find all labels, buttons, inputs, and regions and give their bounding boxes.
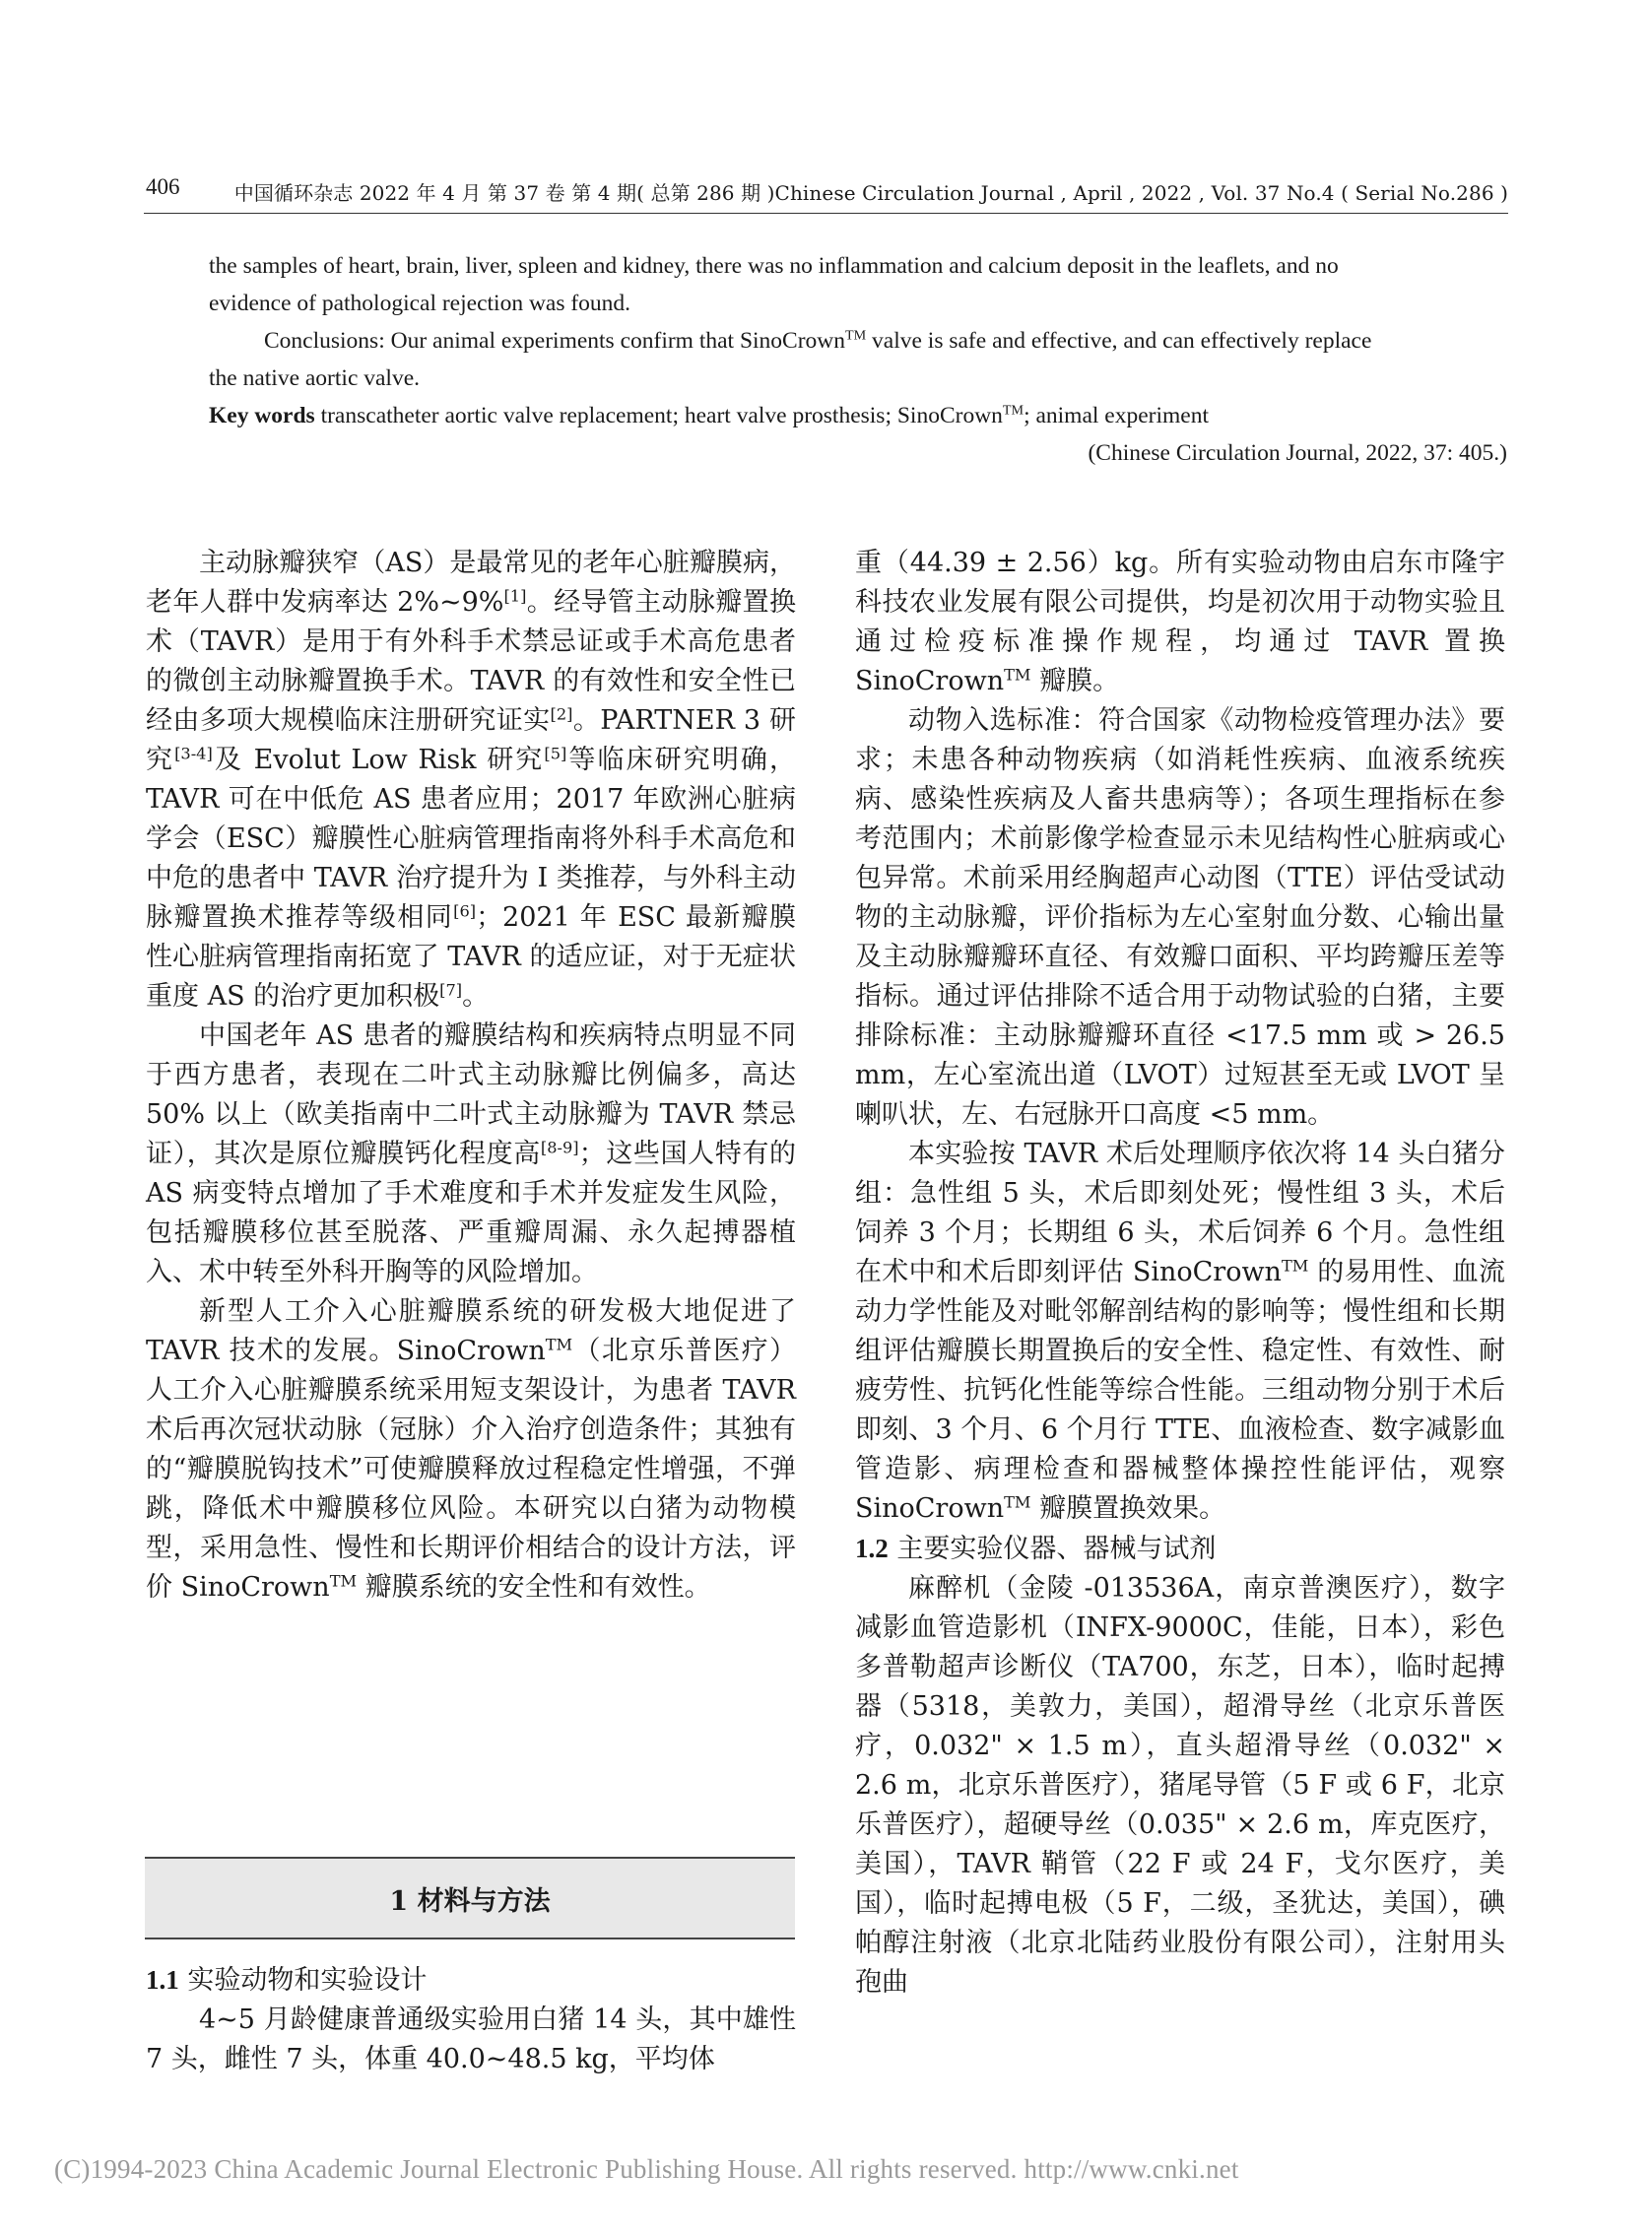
citation: (Chinese Circulation Journal, 2022, 37: 405.) <box>1088 440 1507 466</box>
left-column <box>146 544 796 1608</box>
running-header: 中国循环杂志 2022 年 4 月 第 37 卷 第 4 期( 总第 286 期 )Chinese Circulation Journal , April , 2022 , Vol. 37 No.4 ( Serial No.286 ) <box>233 181 1508 205</box>
paragraph: 麻醉机（金陵 -013536A，南京普澳医疗），数字减影血管造影机（INFX-9000C，佳能，日本），彩色多普勒超声诊断仪（TA700，东芝，日本），临时起搏器（5318，美敦力，美国），超滑导丝（北京乐普医疗，0.032" × 1.5 m），直头超滑导丝（0.032" × 2.6 m，北京乐普医疗），猪尾导管（5 F 或 6 F，北京乐普医疗），超硬导丝（0.035" × 2.6 m，库克医疗，美国），TAVR 鞘管（22 F 或 24 F，戈尔医疗，美国），临时起搏电极（5 F，二级，圣犹达，美国），碘帕醇注射液（北京北陆药业股份有限公司），注射用头孢曲 <box>855 1573 1505 1998</box>
abstract-line: evidence of pathological rejection was found. <box>209 291 631 316</box>
section-heading <box>145 1857 795 1939</box>
paragraph: 新型人工介入心脏瓣膜系统的研发极大地促进了 TAVR 技术的发展。SinoCrown™（北京乐普医疗）人工介入心脏瓣膜系统采用短支架设计，为患者 TAVR 术后再次冠状动脉（冠脉）介入治疗创造条件；其独有的“瓣膜脱钩技术”可使瓣膜释放过程稳定性增强，不弹跳，降低术中瓣膜移位风险。本研究以白猪为动物模型，采用急性、慢性和长期评价相结合的设计方法，评价 SinoCrown™ 瓣膜系统的安全性和有效性。 <box>146 1296 797 1603</box>
section-title: 1 材料与方法 <box>389 1885 551 1917</box>
paragraph: 动物入选标准：符合国家《动物检疫管理办法》要求；未患各种动物疾病（如消耗性疾病、血液系统疾病、感染性疾病及人畜共患病等）；各项生理指标在参考范围内；术前影像学检查显示未见结构性心脏病或心包异常。术前采用经胸超声心动图（TTE）评估受试动物的主动脉瓣，评价指标为左心室射血分数、心输出量及主动脉瓣瓣环直径、有效瓣口面积、平均跨瓣压差等指标。通过评估排除不适合用于动物试验的白猪，主要排除标准：主动脉瓣瓣环直径 <17.5 mm 或 > 26.5 mm，左心室流出道（LVOT）过短甚至无或 LVOT 呈喇叭状，左、右冠脉开口高度 <5 mm。 <box>855 705 1505 1130</box>
keywords: Key words transcatheter aortic valve replacement; heart valve prosthesis; SinoCrown™; animal experiment <box>209 402 1209 428</box>
paragraph: 本实验按 TAVR 术后处理顺序依次将 14 头白猪分组：急性组 5 头，术后即刻处死；慢性组 3 头，术后饲养 3 个月；长期组 6 头，术后饲养 6 个月。急性组在术中和术后即刻评估 SinoCrown™ 的易用性、血流动力学性能及对毗邻解剖结构的影响等；慢性组和长期组评估瓣膜长期置换后的安全性、稳定性、有效性、耐疲劳性、抗钙化性能等综合性能。三组动物分别于术后即刻、3 个月、6 个月行 TTE、血液检查、数字减影血管造影、病理检查和器械整体操控性能评估，观察 SinoCrown™ 瓣膜置换效果。 <box>855 1139 1505 1524</box>
page-number: 406 <box>146 174 180 199</box>
left-column-lower <box>146 1960 796 2079</box>
abstract-conclusions: Conclusions: Our animal experiments confirm that SinoCrown™ valve is safe and effective, and can effectively replace <box>264 327 1372 354</box>
paragraph: 中国老年 AS 患者的瓣膜结构和疾病特点明显不同于西方患者，表现在二叶式主动脉瓣比例偏多，高达 50% 以上（欧美指南中二叶式主动脉瓣为 TAVR 禁忌证），其次是原位瓣膜钙化程度高[8-9]；这些国人特有的 AS 病变特点增加了手术难度和手术并发症发生风险，包括瓣膜移位甚至脱落、严重瓣周漏、永久起搏器植入、术中转至外科开胸等的风险增加。 <box>146 1020 796 1287</box>
subsection-heading: 1.1 实验动物和实验设计 <box>146 1965 428 1996</box>
subsection-heading: 1.2 主要实验仪器、器械与试剂 <box>855 1534 1217 1564</box>
header-rule <box>144 213 1508 214</box>
copyright-footer: (C)1994-2023 China Academic Journal Electronic Publishing House. All rights reserved. http://www.cnki.net <box>54 2154 1239 2184</box>
abstract-line: the samples of heart, brain, liver, spleen and kidney, there was no inflammation and calcium deposit in the leaflets, and no <box>209 253 1339 279</box>
paragraph: 主动脉瓣狭窄（AS）是最常见的老年心脏瓣膜病，老年人群中发病率达 2%~9%[1]。经导管主动脉瓣置换术（TAVR）是用于有外科手术禁忌证或手术高危患者的微创主动脉瓣置换手术。TAVR 的有效性和安全性已经由多项大规模临床注册研究证实[2]。PARTNER 3 研究[3-4]及 Evolut Low Risk 研究[5]等临床研究明确，TAVR 可在中低危 AS 患者应用；2017 年欧洲心脏病学会（ESC）瓣膜性心脏病管理指南将外科手术高危和中危的患者中 TAVR 治疗提升为 Ⅰ 类推荐，与外科主动脉瓣置换术推荐等级相同[6]；2021 年 ESC 最新瓣膜性心脏病管理指南拓宽了 TAVR 的适应证，对于无症状重度 AS 的治疗更加积极[7]。 <box>146 548 797 1012</box>
paragraph: 重（44.39 ± 2.56）kg。所有实验动物由启东市隆宇科技农业发展有限公司提供，均是初次用于动物实验且通过检疫标准操作规程，均通过 TAVR 置换 SinoCrown™ 瓣膜。 <box>855 548 1505 696</box>
keywords-label: Key words <box>209 403 315 428</box>
right-column <box>855 544 1505 2003</box>
paragraph: 4~5 月龄健康普通级实验用白猪 14 头，其中雄性 7 头，雌性 7 头，体重 40.0~48.5 kg，平均体 <box>146 2004 796 2074</box>
abstract-line: the native aortic valve. <box>209 365 421 391</box>
